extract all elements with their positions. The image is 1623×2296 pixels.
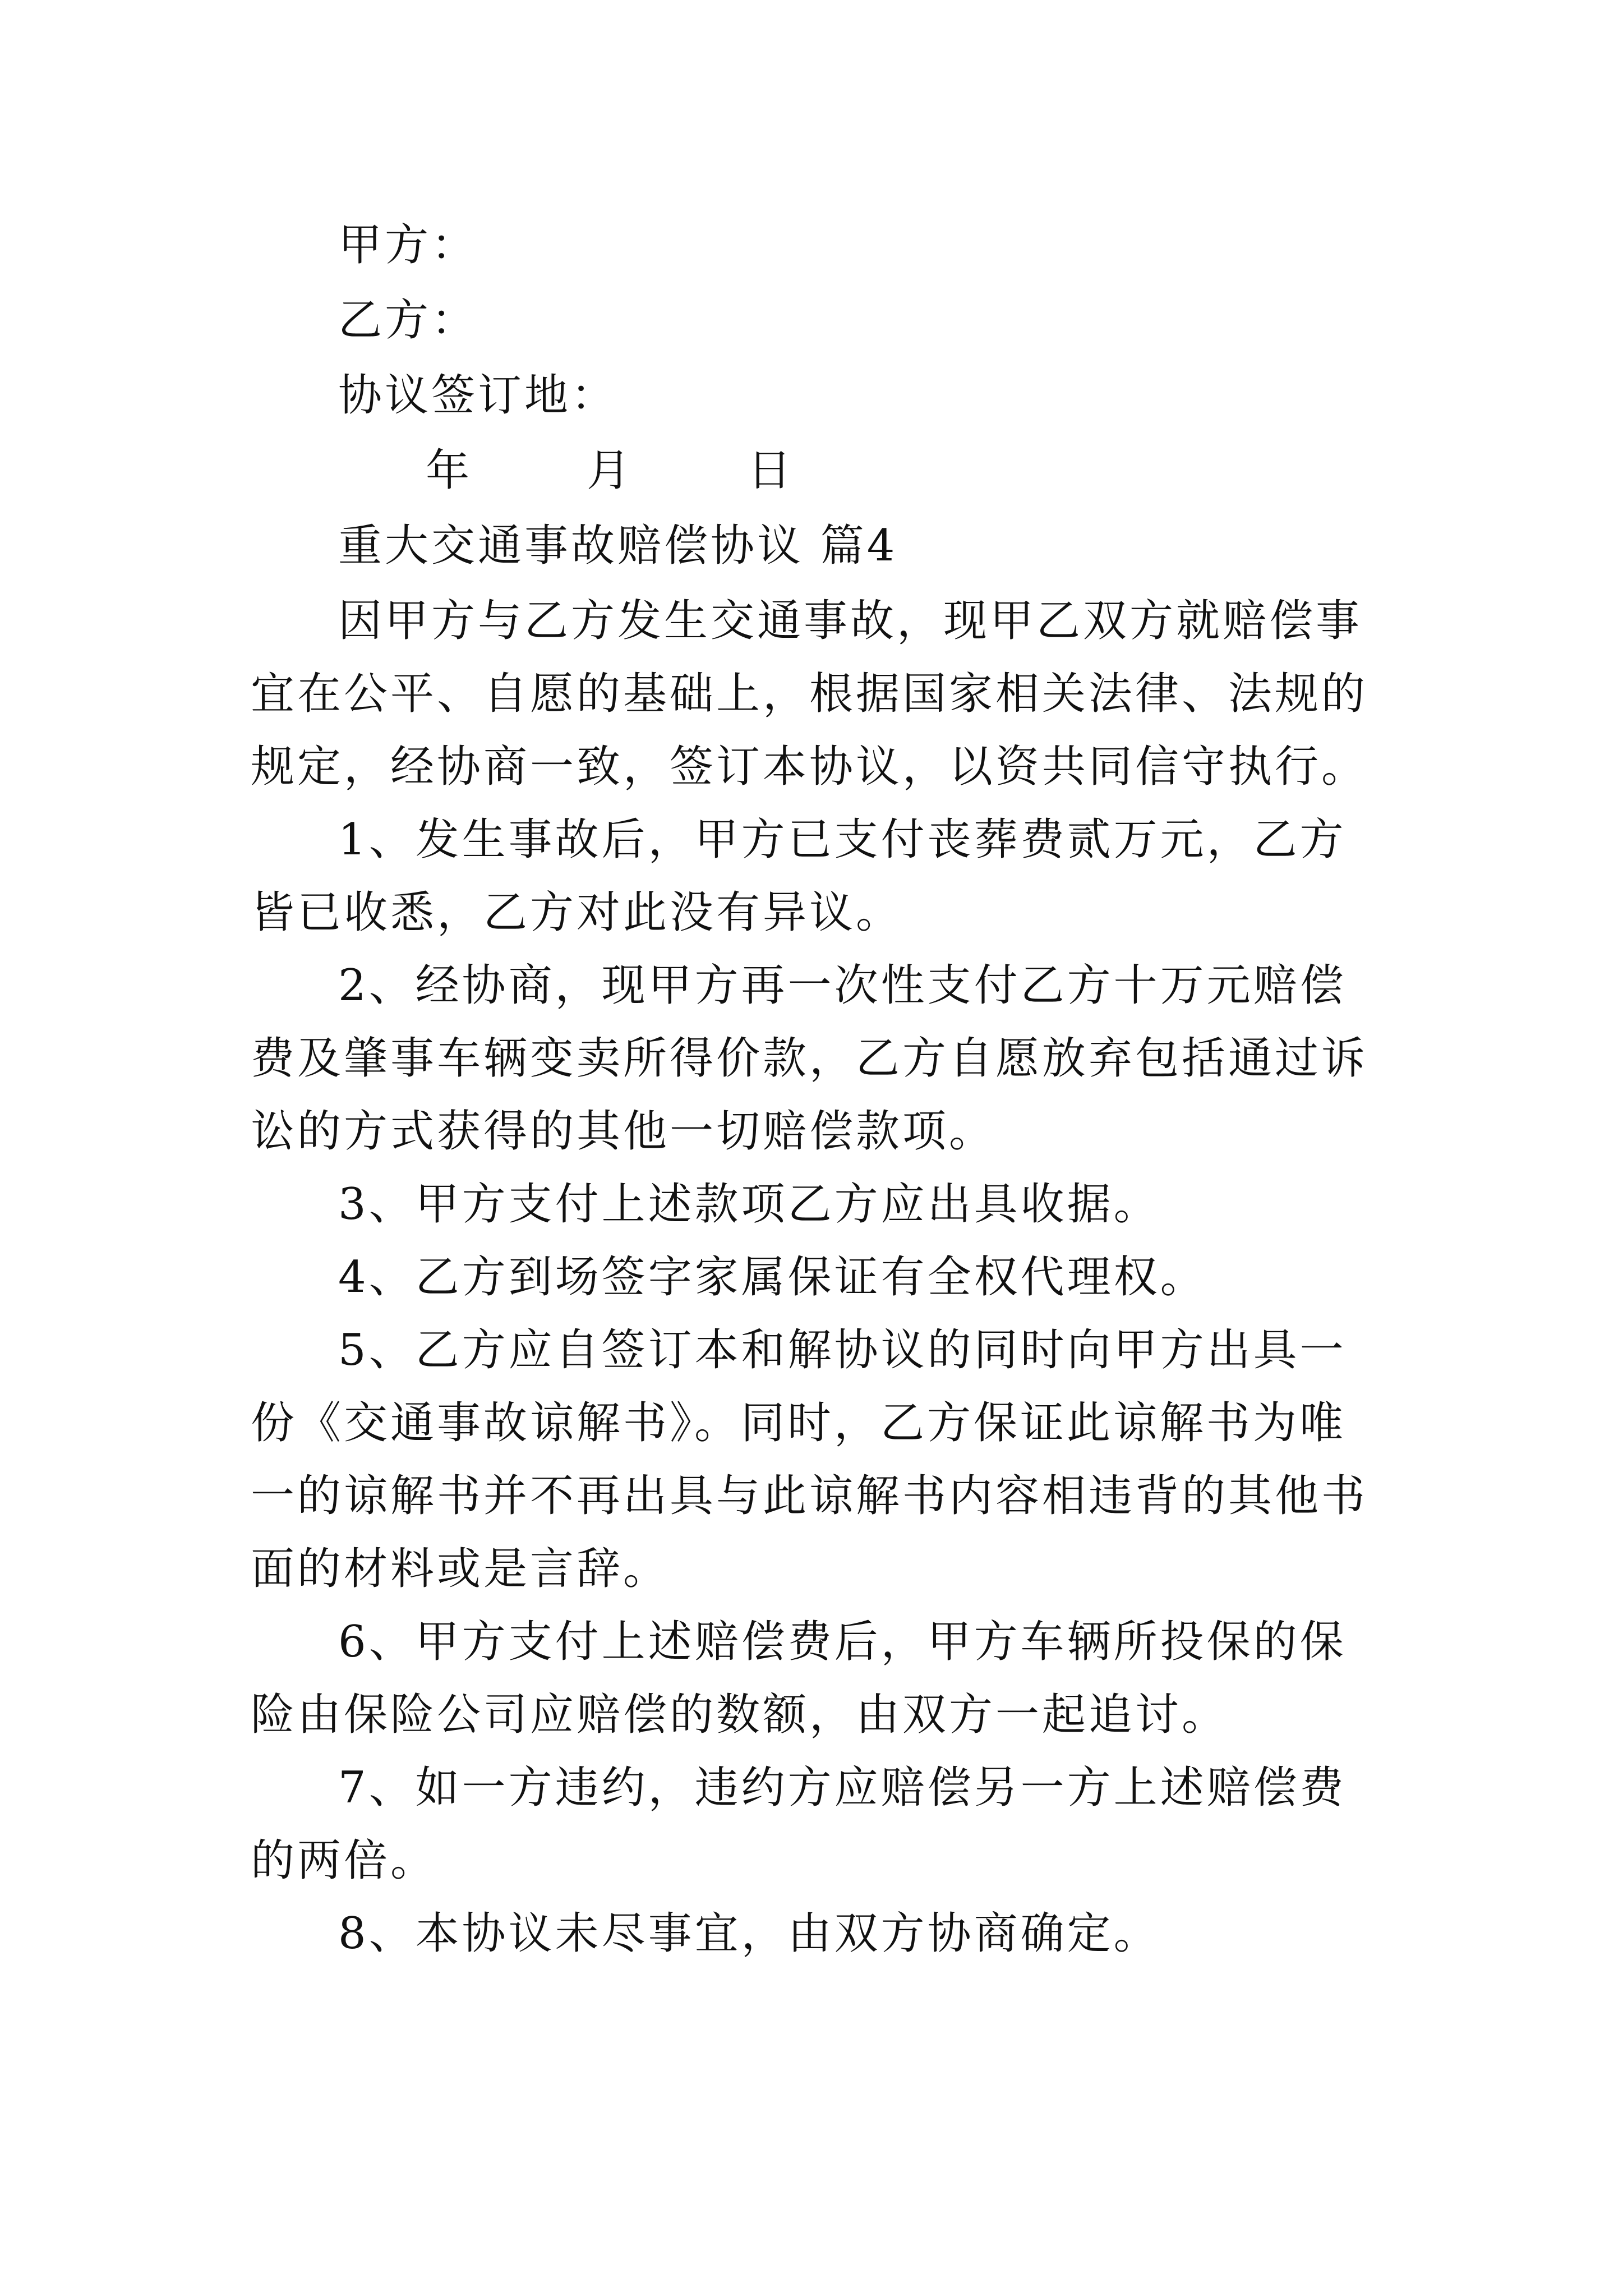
paragraph-8: 8、本协议未尽事宜，由双方协商确定。 [338, 1908, 1160, 1959]
paragraph-7: 7、如一方违约，违约方应赔偿另一方上述赔偿费的两倍。 [251, 1763, 1347, 1886]
paragraph-4: 4、乙方到场签字家属保证有全权代理权。 [338, 1252, 1207, 1303]
paragraph-2: 2、经协商，现甲方再一次性支付乙方十万元赔偿费及肇事车辆变卖所得价款，乙方自愿放弃包括通过诉讼的方式获得的其他一切赔偿款项。 [251, 960, 1368, 1157]
date-year: 年 [426, 445, 473, 496]
paragraph-3: 3、甲方支付上述款项乙方应出具收据。 [338, 1179, 1160, 1230]
party-a-line: 甲方： [338, 220, 478, 270]
date-day: 日 [748, 445, 795, 496]
party-b-line: 乙方： [338, 295, 478, 346]
document-body [251, 209, 1384, 1970]
paragraph-intro: 因甲方与乙方发生交通事故，现甲乙双方就赔偿事宜在公平、自愿的基础上，根据国家相关法律、法规的规定，经协商一致，签订本协议，以资共同信守执行。 [251, 596, 1368, 792]
date-month: 月 [587, 445, 634, 496]
section-title: 重大交通事故赔偿协议 篇4 [338, 521, 898, 571]
sign-place-line: 协议签订地： [338, 370, 618, 421]
date-line [251, 434, 1384, 507]
paragraph-5: 5、乙方应自签订本和解协议的同时向甲方出具一份《交通事故谅解书》。同时，乙方保证此谅解书为唯一的谅解书并不再出具与此谅解书内容相违背的其他书面的材料或是言辞。 [251, 1325, 1368, 1594]
paragraph-1: 1、发生事故后，甲方已支付丧葬费贰万元，乙方皆已收悉，乙方对此没有异议。 [251, 815, 1347, 938]
paragraph-6: 6、甲方支付上述赔偿费后，甲方车辆所投保的保险由保险公司应赔偿的数额，由双方一起追讨。 [251, 1617, 1347, 1740]
